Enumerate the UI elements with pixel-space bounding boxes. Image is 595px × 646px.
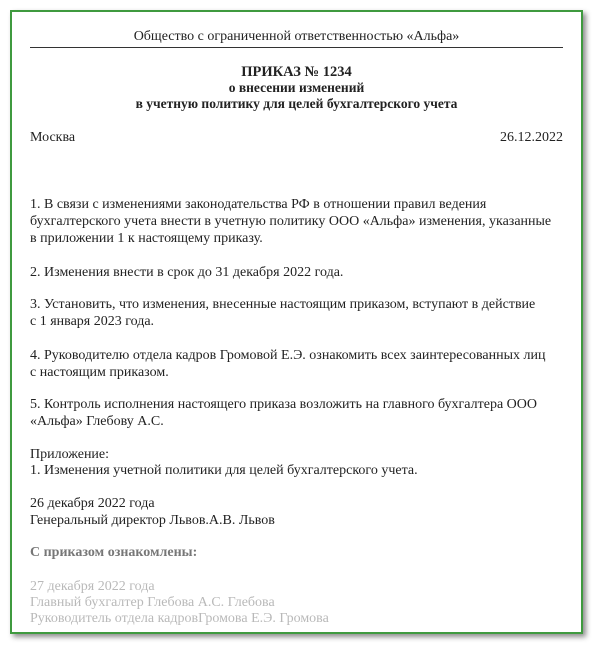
acquainted-line-2: Руководитель отдела кадровГромова Е.Э. Громова <box>30 611 329 626</box>
order-item-3: 3. Установить, что изменения, внесенные настоящим приказом, вступают в действие с 1 января 2023 года. <box>30 297 536 329</box>
acquainted-date: 27 декабря 2022 года <box>30 579 155 594</box>
appendix-label: Приложение: <box>30 447 110 462</box>
order-title: ПРИКАЗ № 1234 <box>241 64 352 80</box>
signature-line: Генеральный директор Львов.А.В. Львов <box>30 513 275 528</box>
document-frame <box>10 10 583 634</box>
order-item-1: 1. В связи с изменениями законодательства РФ в отношении правил ведения бухгалтерского учета внести в учетную политику ООО «Альфа» изменения, указанные в приложении 1 к настоящему приказу. <box>30 197 552 246</box>
city: Москва <box>30 130 76 145</box>
organization-name: Общество с ограниченной ответственностью «Альфа» <box>30 28 563 48</box>
appendix-item: 1. Изменения учетной политики для целей бухгалтерского учета. <box>30 463 418 478</box>
signature-date: 26 декабря 2022 года <box>30 496 155 511</box>
order-title-block <box>30 64 563 112</box>
order-item-4: 4. Руководителю отдела кадров Громовой Е.Э. ознакомить всех заинтересованных лиц с настоящим приказом. <box>30 348 546 380</box>
acquainted-line-1: Главный бухгалтер Глебова А.С. Глебова <box>30 595 275 610</box>
order-item-5: 5. Контроль исполнения настоящего приказа возложить на главного бухгалтера ООО «Альфа» Глебову А.С. <box>30 397 538 429</box>
order-item-2: 2. Изменения внести в срок до 31 декабря 2022 года. <box>30 265 344 280</box>
acquainted-heading: С приказом ознакомлены: <box>30 545 198 560</box>
order-subtitle-2: в учетную политику для целей бухгалтерского учета <box>135 96 458 111</box>
city-date-row <box>30 130 563 146</box>
order-date: 26.12.2022 <box>500 130 563 145</box>
order-subtitle-1: о внесении изменений <box>228 80 365 95</box>
